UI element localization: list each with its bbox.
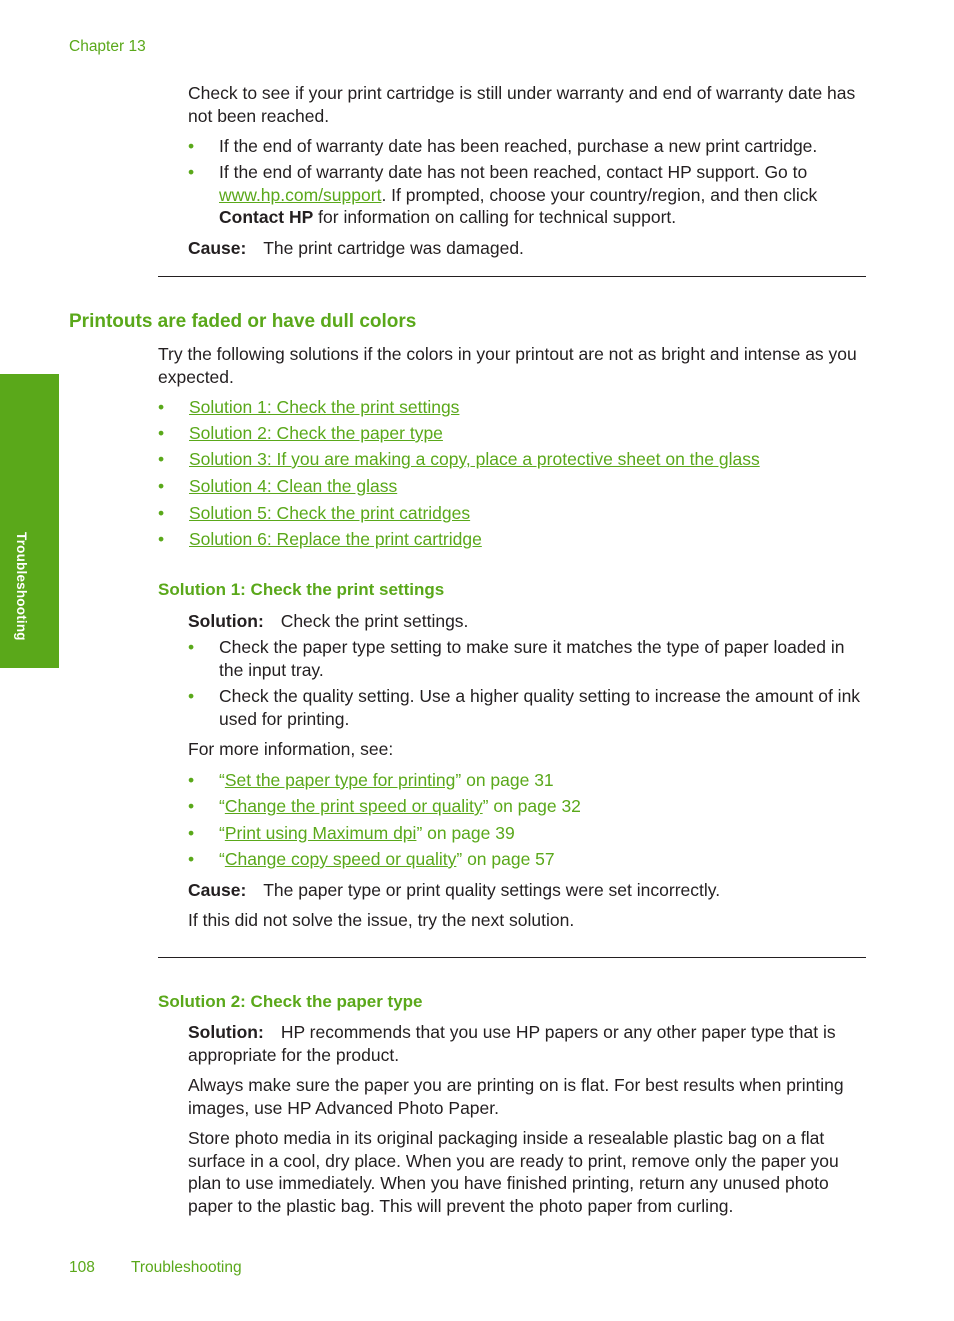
list-item-text: Check the paper type setting to make sure it matches the type of paper loaded in the input tray.: [219, 637, 845, 680]
section-title: Printouts are faded or have dull colors: [69, 311, 417, 332]
bullet-dot: •: [158, 423, 165, 443]
solution2-title: Solution 2: Check the paper type: [158, 992, 423, 1011]
divider: [158, 276, 866, 277]
solution-link[interactable]: Solution 5: Check the print catridges: [189, 503, 471, 523]
reference-item: [219, 848, 555, 871]
solution2-line: [188, 1021, 868, 1066]
warranty-text-b: . If prompted, choose your country/region, and then click: [381, 184, 818, 205]
divider: [158, 957, 866, 958]
reference-item: [219, 769, 554, 792]
bullet-dot: •: [188, 162, 195, 182]
solution-link[interactable]: Solution 6: Replace the print cartridge: [189, 529, 482, 549]
solution1-title: Solution 1: Check the print settings: [158, 580, 445, 599]
page-ref: ” on page 32: [482, 796, 581, 816]
reference-link[interactable]: Print using Maximum dpi: [224, 823, 417, 843]
quote-open: “: [219, 823, 225, 843]
warranty-text-c: for information on calling for technical support.: [313, 207, 677, 227]
cause-label: Cause:: [188, 238, 247, 258]
bullet-dot: •: [158, 503, 165, 523]
page-number: 108: [69, 1259, 95, 1276]
page-ref: ” on page 57: [456, 849, 555, 869]
bullet-dot: •: [188, 686, 195, 706]
quote-open: “: [219, 849, 225, 869]
cause-text: The paper type or print quality settings were set incorrectly.: [263, 880, 721, 900]
reference-link[interactable]: Change copy speed or quality: [224, 849, 457, 869]
solution1-line: [188, 610, 866, 633]
list-item-text: Check the quality setting. Use a higher quality setting to increase the amount of ink used for printing.: [219, 686, 861, 729]
next-solution-note: If this did not solve the issue, try the next solution.: [188, 910, 575, 930]
side-tab-label: Troubleshooting: [14, 532, 29, 641]
cause-label: Cause:: [188, 880, 247, 900]
cause-text: The print cartridge was damaged.: [263, 238, 524, 258]
solution-link[interactable]: Solution 2: Check the paper type: [189, 423, 443, 443]
page-ref: ” on page 31: [455, 770, 554, 790]
solution-label: Solution:: [188, 611, 264, 631]
bullet-dot: •: [188, 823, 195, 843]
reference-link[interactable]: Change the print speed or quality: [224, 796, 483, 816]
flat-paper-paragraph: Always make sure the paper you are printing on is flat. For best results when printing images, use HP Advanced Photo Paper.: [188, 1075, 844, 1118]
list-item-text: If the end of warranty date has been reached, purchase a new print cartridge.: [219, 136, 818, 156]
solution-label: Solution:: [188, 1022, 264, 1042]
quote-open: “: [219, 796, 225, 816]
hp-support-link[interactable]: www.hp.com/support: [219, 184, 382, 205]
warranty-text-a: If the end of warranty date has not been reached, contact HP support. Go to: [219, 162, 808, 182]
solution-link[interactable]: Solution 3: If you are making a copy, place a protective sheet on the glass: [189, 449, 760, 469]
bullet-dot: •: [188, 770, 195, 790]
bullet-dot: •: [188, 849, 195, 869]
reference-link[interactable]: Set the paper type for printing: [224, 770, 456, 790]
contact-hp-label: Contact HP: [219, 207, 314, 227]
reference-item: [219, 795, 581, 818]
solution-link[interactable]: Solution 1: Check the print settings: [189, 397, 460, 417]
reference-item: [219, 822, 515, 845]
solution-text: Check the print settings.: [280, 611, 469, 631]
footer-section: Troubleshooting: [131, 1259, 242, 1276]
bullet-dot: •: [158, 529, 165, 549]
storage-paragraph: Store photo media in its original packaging inside a resealable plastic bag on a flat surface in a cool, dry place. When you are ready to print, remove only the paper you plan to use immediately. When you have finished printing, return any unused photo paper to the plastic bag. This will prevent the photo paper from curling.: [188, 1128, 839, 1216]
list-item-text: [219, 161, 866, 229]
solution-link[interactable]: Solution 4: Clean the glass: [189, 476, 398, 496]
page-ref: ” on page 39: [416, 823, 515, 843]
bullet-dot: •: [188, 637, 195, 657]
bullet-dot: •: [158, 397, 165, 417]
cause-line: [188, 879, 866, 902]
section-intro: Try the following solutions if the colors in your printout are not as bright and intense as you expected.: [158, 344, 857, 387]
more-info: For more information, see:: [188, 739, 394, 759]
warranty-paragraph: Check to see if your print cartridge is still under warranty and end of warranty date has not been reached.: [188, 83, 856, 126]
cause-line: [188, 237, 866, 260]
bullet-dot: •: [158, 476, 165, 496]
bullet-dot: •: [188, 796, 195, 816]
solution-text: HP recommends that you use HP papers or any other paper type that is appropriate for the product.: [188, 1022, 836, 1065]
chapter-header: Chapter 13: [69, 38, 146, 55]
bullet-dot: •: [158, 449, 165, 469]
bullet-dot: •: [188, 136, 195, 156]
quote-open: “: [219, 770, 225, 790]
